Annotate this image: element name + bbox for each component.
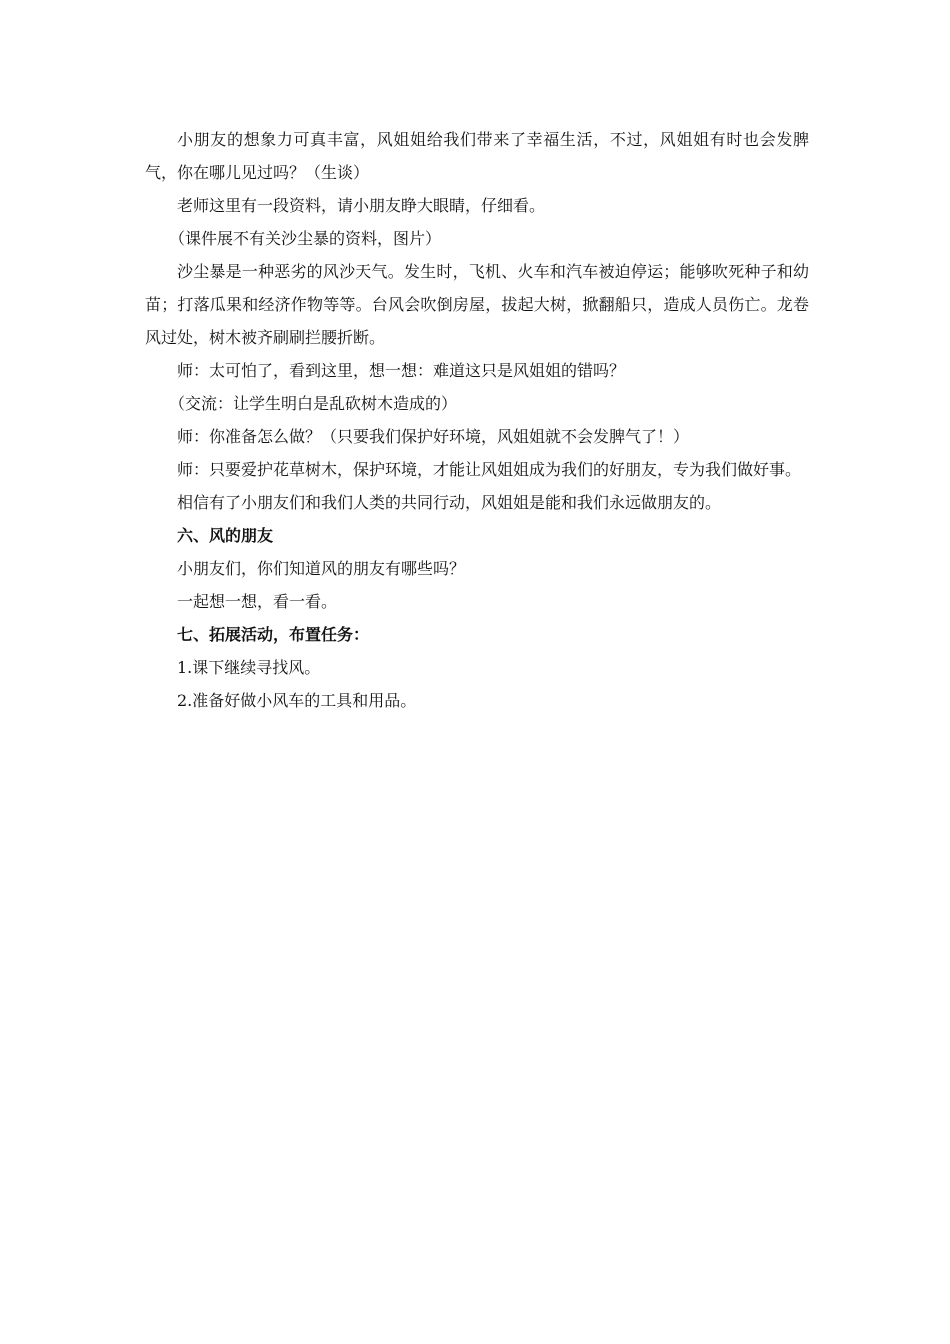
paragraph-teacher-protect: 师：只要爱护花草树木，保护环境，才能让风姐姐成为我们的好朋友，专为我们做好事。: [177, 460, 802, 479]
paragraph-exchange-note: （交流：让学生明白是乱砍树木造成的）: [169, 394, 458, 413]
paragraph-teacher-action: 师：你准备怎么做？（只要我们保护好环境，风姐姐就不会发脾气了！）: [177, 427, 690, 446]
section-friends-line-1: 小朋友们，你们知道风的朋友有哪些吗？: [177, 559, 466, 578]
paragraph-teacher-question: 师：太可怕了，看到这里，想一想：难道这只是风姐姐的错吗？: [177, 361, 626, 380]
paragraph-courseware-note: （课件展不有关沙尘暴的资料，图片）: [169, 229, 442, 248]
section-heading-activities: 七、拓展活动，布置任务：: [177, 625, 370, 644]
paragraph-imagination: 小朋友的想象力可真丰富，风姐姐给我们带来了幸福生活，不过，风姐姐有时也会发脾气，你在哪儿见过吗？（生谈）: [145, 130, 809, 182]
paragraph-sandstorm: 沙尘暴是一种恶劣的风沙天气。发生时，飞机、火车和汽车被迫停运；能够吹死种子和幼苗；打落瓜果和经济作物等等。台风会吹倒房屋，拔起大树，掀翻船只，造成人员伤亡。龙卷风过处，树木被齐刷刷拦腰折断。: [145, 262, 809, 347]
paragraph-believe: 相信有了小朋友们和我们人类的共同行动，风姐姐是能和我们永远做朋友的。: [177, 493, 722, 512]
document-body: [145, 123, 809, 717]
paragraph-teacher-material: 老师这里有一段资料，请小朋友睁大眼睛，仔细看。: [177, 196, 546, 215]
task-item-2: 2.准备好做小风车的工具和用品。: [177, 691, 417, 710]
section-friends-line-2: 一起想一想，看一看。: [177, 592, 338, 611]
section-heading-friends: 六、风的朋友: [177, 526, 274, 545]
task-item-1: 1.课下继续寻找风。: [177, 658, 321, 677]
